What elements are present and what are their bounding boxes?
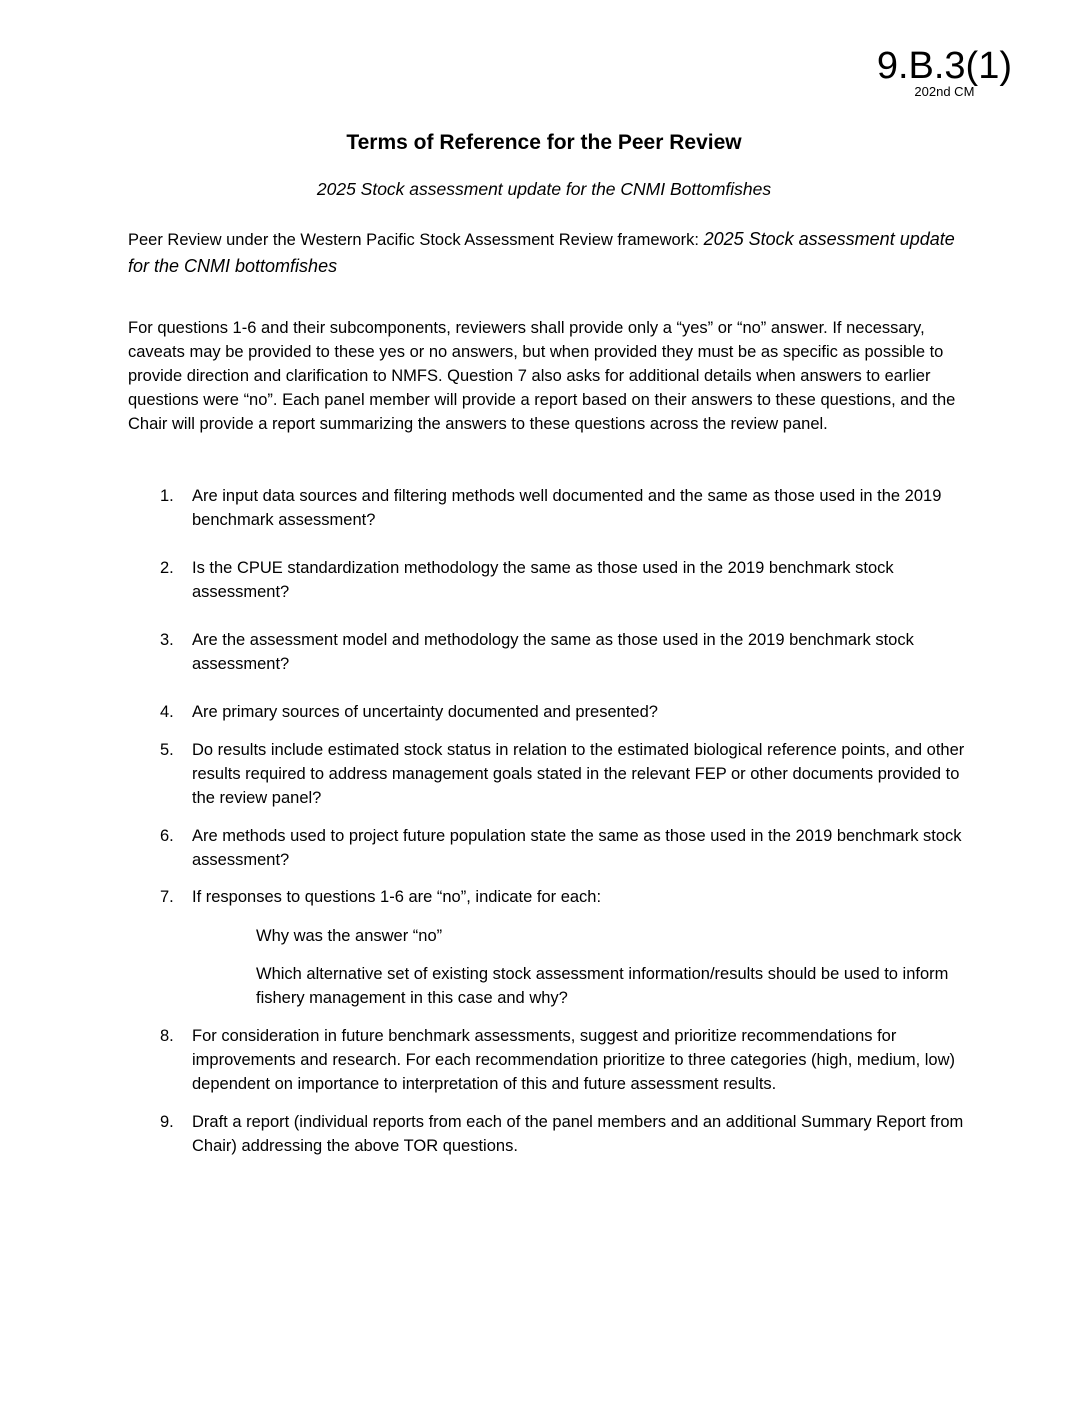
question-text: If responses to questions 1-6 are “no”, indicate for each:: [192, 888, 602, 906]
question-text: Do results include estimated stock status in relation to the estimated biological reference points, and other results required to address management goals stated in the relevant FEP or other documents provided to the review panel?: [192, 741, 965, 807]
meeting-label: 202nd CM: [914, 84, 975, 99]
question-number: 6.: [160, 827, 174, 845]
page-subtitle: 2025 Stock assessment update for the CNMI Bottomfishes: [316, 179, 772, 199]
question-number: 1.: [160, 487, 174, 505]
question-item-2: [160, 556, 970, 604]
question-text: Draft a report (individual reports from each of the panel members and an additional Summary Report from Chair) addressing the above TOR questions.: [192, 1113, 964, 1155]
intro-paragraph: For questions 1-6 and their subcomponents, reviewers shall provide only a “yes” or “no” answer. If necessary, caveats may be provided to these yes or no answers, but when provided they must be as specific as possible to provide direction and clarification to NMFS. Question 7 also asks for additional details when answers to earlier questions were “no”. Each panel member will provide a report based on their answers to these questions, and the Chair will provide a report summarizing the answers to these questions across the review panel.: [128, 319, 956, 433]
page-title: Terms of Reference for the Peer Review: [346, 131, 742, 154]
question-7-subitem-2: Which alternative set of existing stock assessment information/results should be used to inform fishery management in this case and why?: [256, 965, 949, 1007]
question-item-1: [160, 484, 970, 532]
question-number: 4.: [160, 703, 174, 721]
question-number: 5.: [160, 741, 174, 759]
question-item-9: [160, 1110, 970, 1158]
agenda-item-code: 9.B.3(1): [876, 45, 1012, 87]
question-text: Are methods used to project future population state the same as those used in the 2019 benchmark stock assessment?: [192, 827, 962, 869]
question-text: Are the assessment model and methodology the same as those used in the 2019 benchmark stock assessment?: [192, 631, 914, 673]
question-number: 8.: [160, 1027, 174, 1045]
question-item-4: [160, 700, 970, 724]
document-id: [877, 46, 1012, 99]
question-number: 9.: [160, 1113, 174, 1131]
framework-lead: Peer Review under the Western Pacific Stock Assessment Review framework:: [128, 231, 704, 249]
question-item-8: [160, 1024, 970, 1096]
question-text: Are primary sources of uncertainty documented and presented?: [192, 703, 658, 721]
question-item-3: [160, 628, 970, 676]
question-number: 7.: [160, 888, 174, 906]
question-item-5: [160, 738, 970, 810]
question-text: Are input data sources and filtering methods well documented and the same as those used in the 2019 benchmark assessment?: [192, 487, 942, 529]
framework-emphasis: 2025 Stock assessment update for the CNMI bottomfishes: [128, 229, 955, 276]
question-item-6: [160, 824, 970, 872]
framework-statement: [128, 226, 968, 280]
question-number: 2.: [160, 559, 174, 577]
question-number: 3.: [160, 631, 174, 649]
question-item-7: [160, 885, 970, 909]
question-text: For consideration in future benchmark assessments, suggest and prioritize recommendations for improvements and research. For each recommendation prioritize to three categories (high, medium, low) dependent on importance to interpretation of this and future assessment results.: [192, 1027, 956, 1093]
question-text: Is the CPUE standardization methodology the same as those used in the 2019 benchmark stock assessment?: [192, 559, 894, 601]
question-7-subitem-1: Why was the answer “no”: [256, 927, 443, 945]
